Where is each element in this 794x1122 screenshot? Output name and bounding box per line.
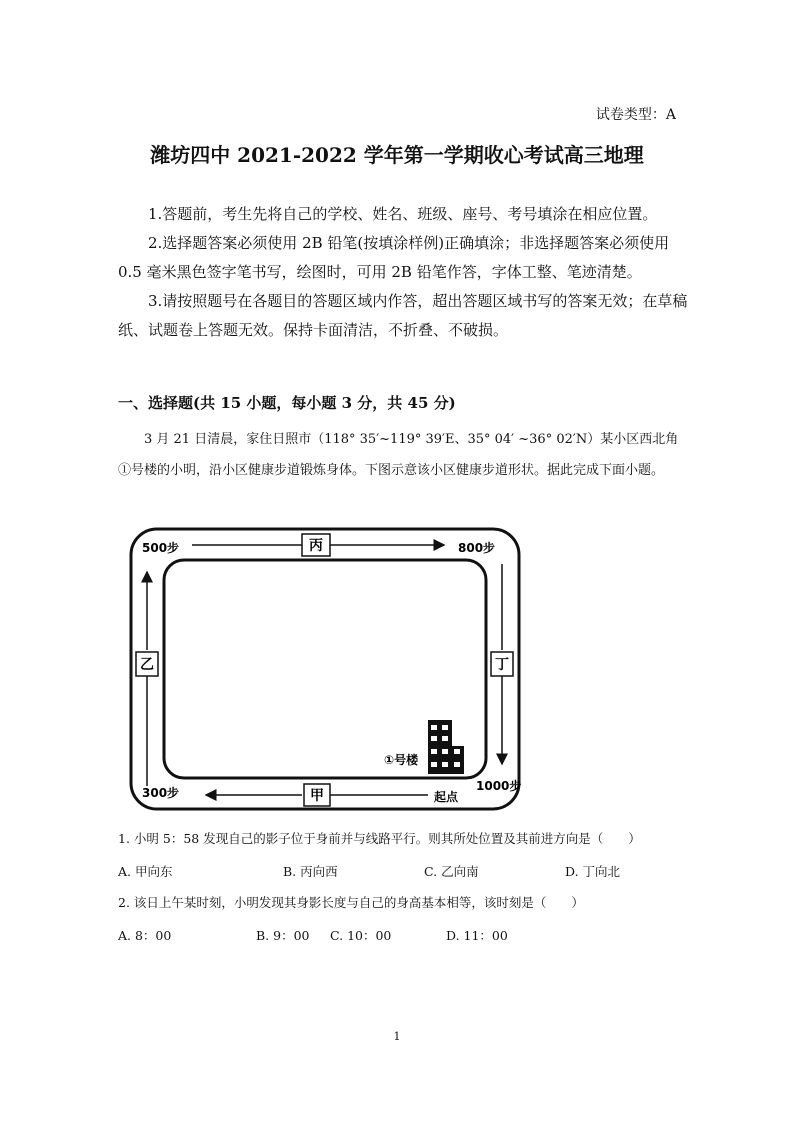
steps-300: 300步	[142, 786, 180, 800]
instructions	[118, 200, 688, 345]
steps-800: 800步	[458, 541, 496, 555]
section-heading: 一、选择题(共 15 小题，每小题 3 分，共 45 分)	[118, 394, 456, 412]
context-text: 3 月 21 日清晨，家住日照市（118° 35′~119° 39′E、35° 04′ ~36° 02′N）某小区西北角①号楼的小明，沿小区健康步道锻炼身体。下图示意该小区健康步道形状。据此完成下面小题。	[118, 432, 679, 478]
steps-500: 500步	[142, 541, 180, 555]
paper-type-label: 试卷类型：A	[595, 107, 676, 123]
question-2: 2. 该日上午某时刻，小明发现其身影长度与自己的身高基本相等，该时刻是（ ）	[118, 895, 584, 910]
instruction-3: 3.请按照题号在各题目的答题区域内作答，超出答题区域书写的答案无效；在草稿纸、试题卷上答题无效。保持卡面清洁，不折叠、不破损。	[118, 292, 688, 339]
building-icon	[428, 720, 464, 774]
q2-option-b: B. 9：00	[256, 928, 310, 943]
q2-option-d: D. 11：00	[446, 928, 508, 943]
q1-option-c: C. 乙向南	[424, 864, 479, 879]
label-left: 乙	[140, 657, 154, 673]
label-top: 丙	[309, 538, 323, 554]
question-2-options	[118, 926, 678, 946]
q2-option-a: A. 8：00	[118, 928, 172, 943]
walkway-diagram	[128, 526, 524, 814]
instruction-2: 2.选择题答案必须使用 2B 铅笔(按填涂样例)正确填涂；非选择题答案必须使用 0.5 毫米黑色签字笔书写，绘图时，可用 2B 铅笔作答，字体工整、笔迹清楚。	[118, 234, 670, 281]
q1-option-d: D. 丁向北	[565, 864, 621, 879]
instruction-1: 1.答题前，考生先将自己的学校、姓名、班级、座号、考号填涂在相应位置。	[148, 205, 658, 223]
question-1: 1. 小明 5：58 发现自己的影子位于身前并与线路平行。则其所处位置及其前进方向是（ ）	[118, 831, 641, 846]
q1-option-a: A. 甲向东	[118, 864, 173, 879]
label-bottom: 甲	[310, 788, 324, 804]
building-label: ①号楼	[384, 753, 419, 767]
page-title: 潍坊四中 2021-2022 学年第一学期收心考试高三地理	[150, 143, 644, 167]
start-point-label: 起点	[434, 790, 459, 804]
question-1-options	[118, 862, 678, 882]
q2-option-c: C. 10：00	[330, 928, 392, 943]
page-number: 1	[393, 1030, 401, 1043]
label-right: 丁	[495, 657, 509, 673]
q1-option-b: B. 丙向西	[283, 864, 338, 879]
question-context	[118, 424, 684, 486]
steps-1000: 1000步	[476, 779, 522, 793]
